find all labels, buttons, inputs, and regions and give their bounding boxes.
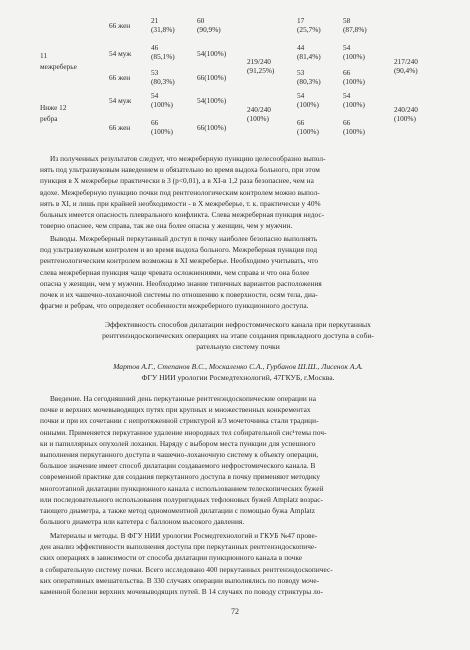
table-row-label: 11 межреберье bbox=[40, 51, 77, 71]
article-affiliation: ФГУ НИИ урологии Росмедтехнологий, 47ГКУБ, г.Москва. bbox=[141, 373, 335, 382]
table-cell-total: 217/240 (90,4%) bbox=[394, 57, 418, 75]
table-cell-sex: 66 жен bbox=[109, 21, 131, 30]
table-cell: 66(100%) bbox=[197, 73, 227, 82]
table-cell: 44 (81,4%) bbox=[297, 43, 321, 61]
table-cell-sex: 66 жен bbox=[109, 73, 131, 82]
introduction-paragraph: Введение. На сегодняшний день перкутанные рентгенэндоскопические операции на почке и верхних мочевыводящих путях при крупных и множественных конкрементах почки и при их сочетании с непротяженной стриктурой в/3 мочеточника стали традици- онными. Применяется перкутанное удаление инородных тел собирательной сис¹темы поч- ки и папиллярных опухолей лоханки. Наряду с выбором места пункции для успешного выполнения перкутанного доступа в чашечно-лоханочную систему к объекту операции, большое значение имеет способ дилатации создаваемого нефростомического канала. В современной практике для создания перкутанного доступа в почку применяют методику многоэтапной дилатации пункционного канала с использованием телескопических бужей или последовательного использования полуригидных тефлоновых бужей Amplatz возрас- тающего диаметра, а также метод одномоментной дилатации с помощью бужа Amplatz большого диаметра или катетера с баллоном высокого давления. bbox=[40, 394, 327, 527]
table-cell-total: 219/240 (91,25%) bbox=[247, 57, 275, 75]
conclusions-paragraph: Выводы. Межреберный перкутанный доступ в почку наиболее безопасно выполнять под ультразвуковым контролем и во время выдоха больного. Межреберная пункция под рентгенологическим контролем возможна в XI межреберье. Необходимо учитывать, что слева межреберная пункция чаще чревата осложнениями, чем справа и что она более опасна у женщин, чем у мужчин. Необходимо знание типичных вариантов расположения почек и их чашечно-лоханочной системы по отношению к поверхности, осям тела, диа- фрагме и ребрам, что определяет особенности межреберного пункционного доступа. bbox=[40, 234, 322, 311]
table-row-label: Ниже 12 ребра bbox=[40, 103, 67, 123]
table-cell: 58 (87,8%) bbox=[343, 16, 367, 34]
table-cell: 21 (31,8%) bbox=[151, 16, 175, 34]
table-cell: 54(100%) bbox=[197, 49, 227, 58]
table-cell: 66 (100%) bbox=[151, 118, 173, 136]
table-cell-sex: 54 муж bbox=[109, 49, 132, 58]
table-cell-sex: 54 муж bbox=[109, 96, 132, 105]
article-title: Эффективность способов дилатации нефростомического канала при перкутанных рентгенэндоскопических операциях на этапе создания прикладного доступа в соби- рательную систему почки bbox=[102, 320, 374, 351]
table-cell: 54 (100%) bbox=[343, 43, 365, 61]
table-cell: 54 (100%) bbox=[297, 91, 319, 109]
table-cell: 66 (100%) bbox=[297, 118, 319, 136]
table-cell: 53 (80,3%) bbox=[151, 68, 175, 86]
table-cell: 66(100%) bbox=[197, 123, 227, 132]
table-cell: 54 (100%) bbox=[343, 91, 365, 109]
table-cell-sex: 66 жен bbox=[109, 123, 131, 132]
page-number: 72 bbox=[231, 607, 239, 616]
table-cell: 66 (100%) bbox=[343, 118, 365, 136]
table-cell: 66 (100%) bbox=[343, 68, 365, 86]
table-cell: 46 (85,1%) bbox=[151, 43, 175, 61]
table-cell: 17 (25,7%) bbox=[297, 16, 321, 34]
table-cell-total: 240/240 (100%) bbox=[394, 105, 418, 123]
table-cell: 54 (100%) bbox=[151, 91, 173, 109]
table-cell: 53 (80,3%) bbox=[297, 68, 321, 86]
table-cell: 60 (90,9%) bbox=[197, 16, 221, 34]
article-authors: Мартов А.Г., Степанов В.С., Москаленко С.А., Гурбанов Ш.Ш., Лисенок А.А. bbox=[113, 362, 363, 371]
table-cell-total: 240/240 (100%) bbox=[247, 105, 271, 123]
methods-paragraph: Материалы и методы. В ФГУ НИИ урологии Росмедтехнологий и ГКУБ №47 прове- ден анализ эффективности выполнения доступа при перкутанных рентгенэндоскопиче- ских операциях в зависимости от способа дилатации пункционного канала в почке в собирательную систему почки. Всего исследовано 400 перкутанных рентгенэндоскопичес- ких оперативных вмешательства. В 330 случаях операции выполнялись по поводу моче- каменной болезни верхних мочевыводящих путей. В 14 случаях по поводу стриктуры ло- bbox=[40, 531, 333, 597]
table-cell: 54(100%) bbox=[197, 96, 227, 105]
results-paragraph: Из полученных результатов следует, что межреберную пункцию целесообразно выпол- нять под ультразвуковым наведением и обязательно во время выдоха больного, при этом пункция в X межреберье практически в 3 (р<0,01), а в XI-в 1,2 раза безопаснее, чем на вдохе. Межреберную пункцию почки под рентгенологическим контролем можно выпол- нять в XI, и лишь при крайней необходимости - в X межреберье, т. к. практически у 40% больных имеется опасность плеврального конфликта. Слева межреберная пункция недос- товерно опаснее, чем справа, так же она более опасна у женщин, чем у мужчин. bbox=[40, 154, 326, 231]
